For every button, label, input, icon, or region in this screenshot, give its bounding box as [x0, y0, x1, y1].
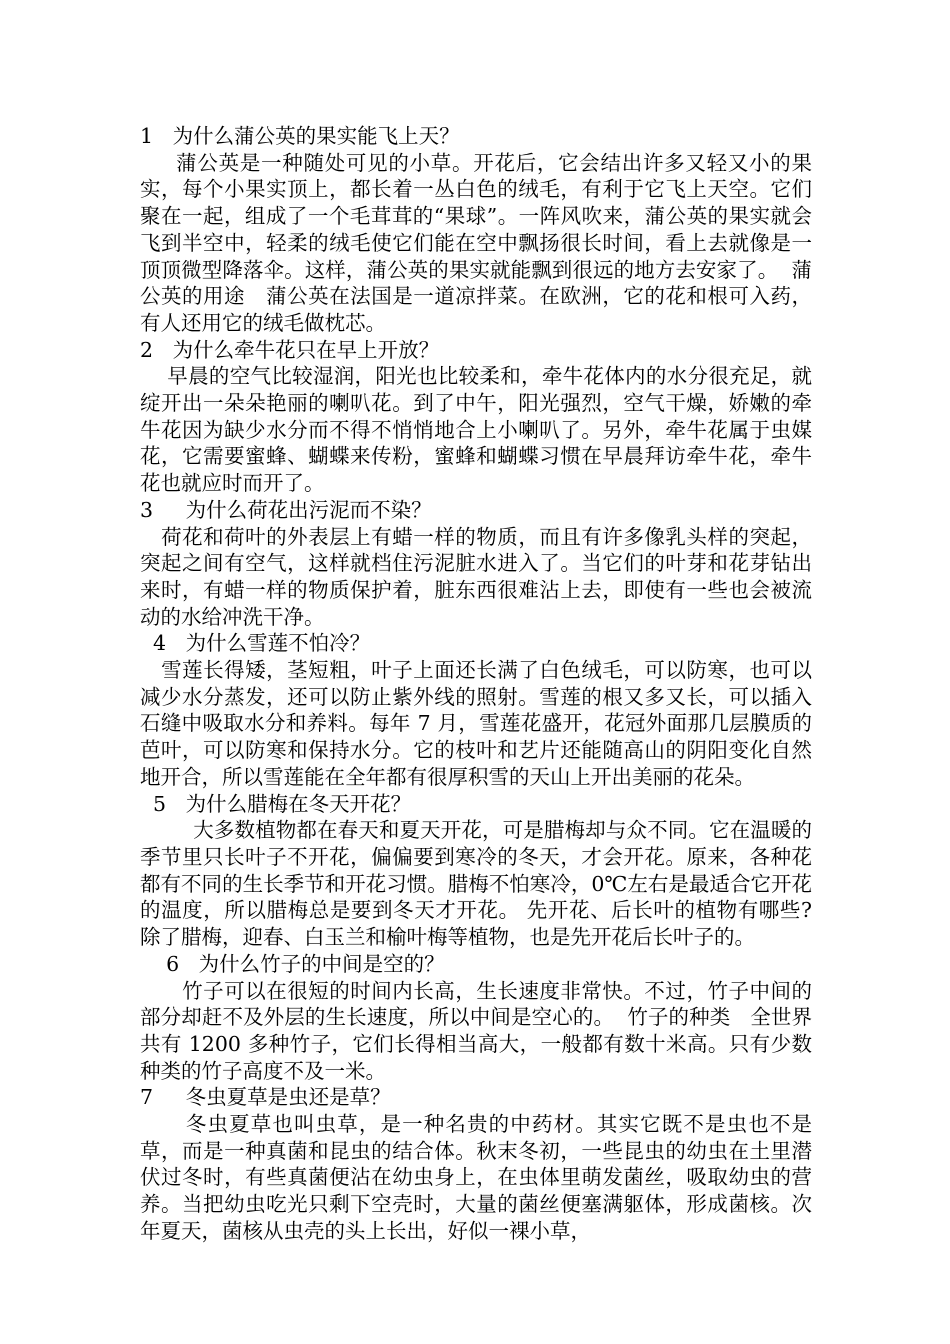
- section-heading: 7 冬虫夏草是虫还是草？: [140, 1085, 391, 1110]
- section-body: [140, 150, 812, 337]
- section-body-text: 早晨的空气比较湿润，阳光也比较柔和，牵牛花体内的水分很充足，就绽开出一朵朵艳丽的喇叭花。到了中午，阳光强烈，空气干燥，娇嫩的牵牛花因为缺少水分而不得不悄悄地合上小喇叭了。另外，牵牛花属于虫媒花，它需要蜜蜂、蝴蝶来传粉，蜜蜂和蝴蝶习惯在早晨拜访牵牛花，牵牛花也就应时而开了。: [140, 364, 812, 496]
- section-1: [140, 123, 812, 337]
- document-page: [140, 123, 826, 1245]
- section-7: [140, 1084, 812, 1244]
- section-5: [140, 791, 826, 951]
- section-body: [140, 1111, 812, 1245]
- section-6: [140, 951, 812, 1085]
- section-heading: 3 为什么荷花出污泥而不染？: [140, 497, 432, 522]
- section-heading: 4 为什么雪莲不怕冷？: [140, 631, 371, 656]
- section-body-text: 雪莲长得矮，茎短粗，叶子上面还长满了白色绒毛，可以防寒，也可以减少水分蒸发，还可以防止紫外线的照射。雪莲的根又多又长，可以插入石缝中吸取水分和养料。每年 7 月，雪莲花盛开，花冠外面那几层膜质的芭叶，可以防寒和保持水分。它的枝叶和艺片还能随高山的阴阳变化自然地开合，所以雪莲能在全年都有很厚积雪的天山上开出美丽的花朵。: [140, 658, 812, 789]
- section-body-text: 竹子可以在很短的时间内长高，生长速度非常快。不过，竹子中间的部分却赶不及外层的生长速度，所以中间是空心的。 竹子的种类 全世界共有 1200 多种竹子，它们长得相当高大，一般都有数十米高。只有少数种类的竹子高度不及一米。: [140, 978, 812, 1083]
- section-body: [140, 524, 812, 631]
- section-heading: 6 为什么竹子的中间是空的？: [140, 951, 445, 976]
- section-4: [140, 630, 812, 790]
- section-body-text: 大多数植物都在春天和夏天开花，可是腊梅却与众不同。它在温暖的季节里只长叶子不开花，偏偏要到寒冷的冬天，才会开花。原来，各种花都有不同的生长季节和开花习惯。腊梅不怕寒冷，0℃左右是最适合它开花的温度，所以腊梅总是要到冬天才开花。 先开花、后长叶的植物有哪些? 除了腊梅，迎春、白玉兰和榆叶梅等植物，也是先开花后长叶子的。: [140, 818, 826, 950]
- section-heading: 5 为什么腊梅在冬天开花？: [140, 791, 412, 816]
- section-body: [140, 657, 812, 791]
- section-heading: 1 为什么蒲公英的果实能飞上天？: [140, 124, 460, 148]
- section-body-text: 荷花和荷叶的外表层上有蜡一样的物质，而且有许多像乳头样的突起，突起之间有空气，这样就档住污泥脏水进入了。当它们的叶芽和花芽钻出来时，有蜡一样的物质保护着，脏东西很难沾上去，即使有一些也会被流动的水给冲洗干净。: [140, 524, 812, 629]
- section-body: [140, 817, 826, 951]
- section-body: [140, 978, 812, 1085]
- section-body-text: 冬虫夏草也叫虫草，是一种名贵的中药材。其实它既不是虫也不是草，而是一种真菌和昆虫的结合体。秋末冬初，一些昆虫的幼虫在土里潜伏过冬时，有些真菌便沾在幼虫身上，在虫体里萌发菌丝，吸取幼虫的营养。当把幼虫吃光只剩下空壳时，大量的菌丝便塞满躯体，形成菌核。次年夏天，菌核从虫壳的头上长出，好似一裸小草，: [140, 1112, 812, 1243]
- section-3: [140, 497, 812, 631]
- section-heading: 2 为什么牵牛花只在早上开放？: [140, 337, 440, 362]
- section-2: [140, 337, 812, 497]
- section-body-text: 蒲公英是一种随处可见的小草。开花后，它会结出许多又轻又小的果实，每个小果实顶上，都长着一丛白色的绒毛，有利于它飞上天空。它们聚在一起，组成了一个毛茸茸的“果球”。一阵风吹来，蒲公英的果实就会飞到半空中，轻柔的绒毛使它们能在空中飘扬很长时间，看上去就像是一顶顶微型降落伞。这样，蒲公英的果实就能飘到很远的地方去安家了。 蒲公英的用途 蒲公英在法国是一道凉拌菜。在欧洲，它的花和根可入药，有人还用它的绒毛做枕芯。: [140, 150, 812, 335]
- section-body: [140, 363, 812, 497]
